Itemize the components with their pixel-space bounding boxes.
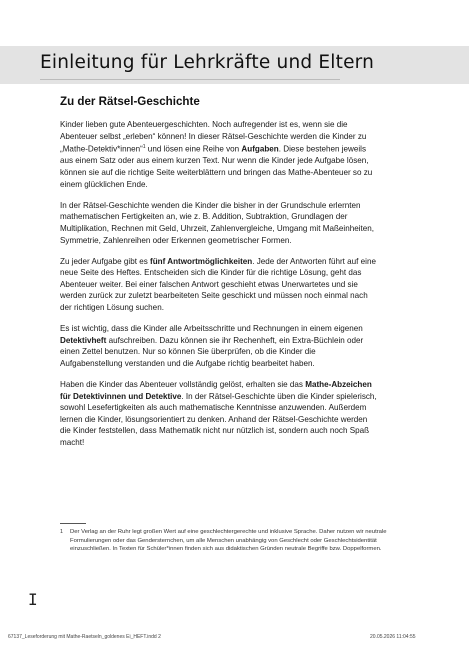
page-title: Einleitung für Lehrkräfte und Eltern bbox=[40, 52, 375, 73]
title-underline bbox=[40, 79, 340, 80]
footnote-divider bbox=[60, 523, 86, 524]
section-heading: Zu der Rätsel-Geschichte bbox=[60, 95, 200, 108]
footnote-text: Der Verlag an der Ruhr legt großen Wert auf eine geschlechtergerechte und inklusive Sprache. Daher nutzen wir neutrale Formulierungen oder das Gendersternchen, um alle Menschen unabhängig von Geschlecht oder Geschlechtsidentität einzuschließen. In Texten für Schüler*innen finden sich aus didaktischen Gründen neutrale Begriffe bzw. Doppelformen. bbox=[70, 529, 387, 553]
paragraph-answers-bold: fünf Antwortmöglichkeiten bbox=[150, 256, 253, 266]
paragraph-answers-text-a: Zu jeder Aufgabe gibt es bbox=[60, 256, 150, 266]
footnote-marker: 1 bbox=[60, 529, 63, 535]
paragraph-answers bbox=[60, 256, 378, 314]
paragraph-notebook-text-b: aufschreiben. Dazu können sie ihr Rechenheft, ein Extra-Büchlein oder einen Zettel benutzen. Nur so können Sie überprüfen, ob die Kinder die Aufgabenstellung verstanden und die Aufgabe richtig bearbeitet haben. bbox=[60, 335, 364, 368]
paragraph-skills: In der Rätsel-Geschichte wenden die Kinder die bisher in der Grundschule erlernten mathematischen Fertigkeiten an, wie z. B. Addition, Subtraktion, Grundlagen der Multiplikation, Rechnen mit Geld, Uhrzeit, Zahlenvergleiche, Umgang mit Maßeinheiten, Symmetrie, Zahlenreihen oder Erkennen geometrischer Formen. bbox=[60, 200, 375, 245]
main-content bbox=[60, 95, 378, 458]
paragraph-intro-bold: Aufgaben bbox=[241, 144, 279, 154]
paragraph-intro bbox=[60, 119, 378, 190]
paragraph-notebook bbox=[60, 323, 378, 369]
paragraph-badge bbox=[60, 379, 378, 449]
paragraph-answers-text-b: . Jede der Antworten führt auf eine neue Seite des Heftes. Entscheiden sich die Kinder für die richtige Lösung, geht das Abenteuer weiter. Bei einer falschen Antwort geschieht etwas Unerwartetes und sie werden zurück zur zuletzt bearbeiteten Seite geschickt und müssen noch einmal nach der richtigen Lösung suchen. bbox=[60, 256, 376, 312]
paragraph-intro-text-c: . Diese bestehen jeweils aus einem Satz oder aus einem kurzen Text. Nur wenn die Kinder jede Aufgabe lösen, können sie auf die richtige Seite weiterblättern und bringen das Mathe-Abenteuer so zu einem glücklichen Ende. bbox=[60, 144, 373, 189]
paragraph-notebook-bold: Detektivheft bbox=[60, 335, 107, 345]
paragraph-badge-bold: Mathe-Abzeichen für Detektivinnen und Detektive bbox=[60, 379, 372, 401]
paragraph-badge-text-a: Haben die Kinder das Abenteuer vollständig gelöst, erhalten sie das bbox=[60, 379, 306, 389]
paragraph-badge-text-b: . In der Rätsel-Geschichte üben die Kinder spielerisch, sowohl Lesefertigkeiten als auch mathematische Kenntnisse anzuwenden. Außerdem lernen die Kinder, lösungsorientiert zu denken. Anhand der Rätsel-Geschichte werden die Kinder feststellen, dass Mathematik nicht nur nützlich ist, sondern auch noch Spaß macht! bbox=[60, 391, 377, 447]
paragraph-intro-text-a: Kinder lieben gute Abenteuergeschichten. Noch aufregender ist es, wenn sie die Abenteuer selbst „erleben“ können! In dieser Rätsel-Geschichte werden die Kinder zu „Mathe-Detektiv*innen“ bbox=[60, 120, 367, 154]
paragraph-notebook-text-a: Es ist wichtig, dass die Kinder alle Arbeitsschritte und Rechnungen in einem eigenen bbox=[60, 324, 363, 334]
footnote-reference: 1 bbox=[142, 144, 146, 151]
print-slug-timestamp: 20.05.2026 11:04:55 bbox=[370, 634, 416, 640]
print-slug-filename: 67137_Leseforderung mit Mathe-Raetseln_goldenes Ei_HEFT.indd 2 bbox=[8, 634, 161, 640]
page-number: I bbox=[28, 590, 38, 609]
footnote bbox=[60, 528, 390, 554]
paragraph-intro-text-b: und lösen eine Reihe von bbox=[145, 144, 242, 154]
